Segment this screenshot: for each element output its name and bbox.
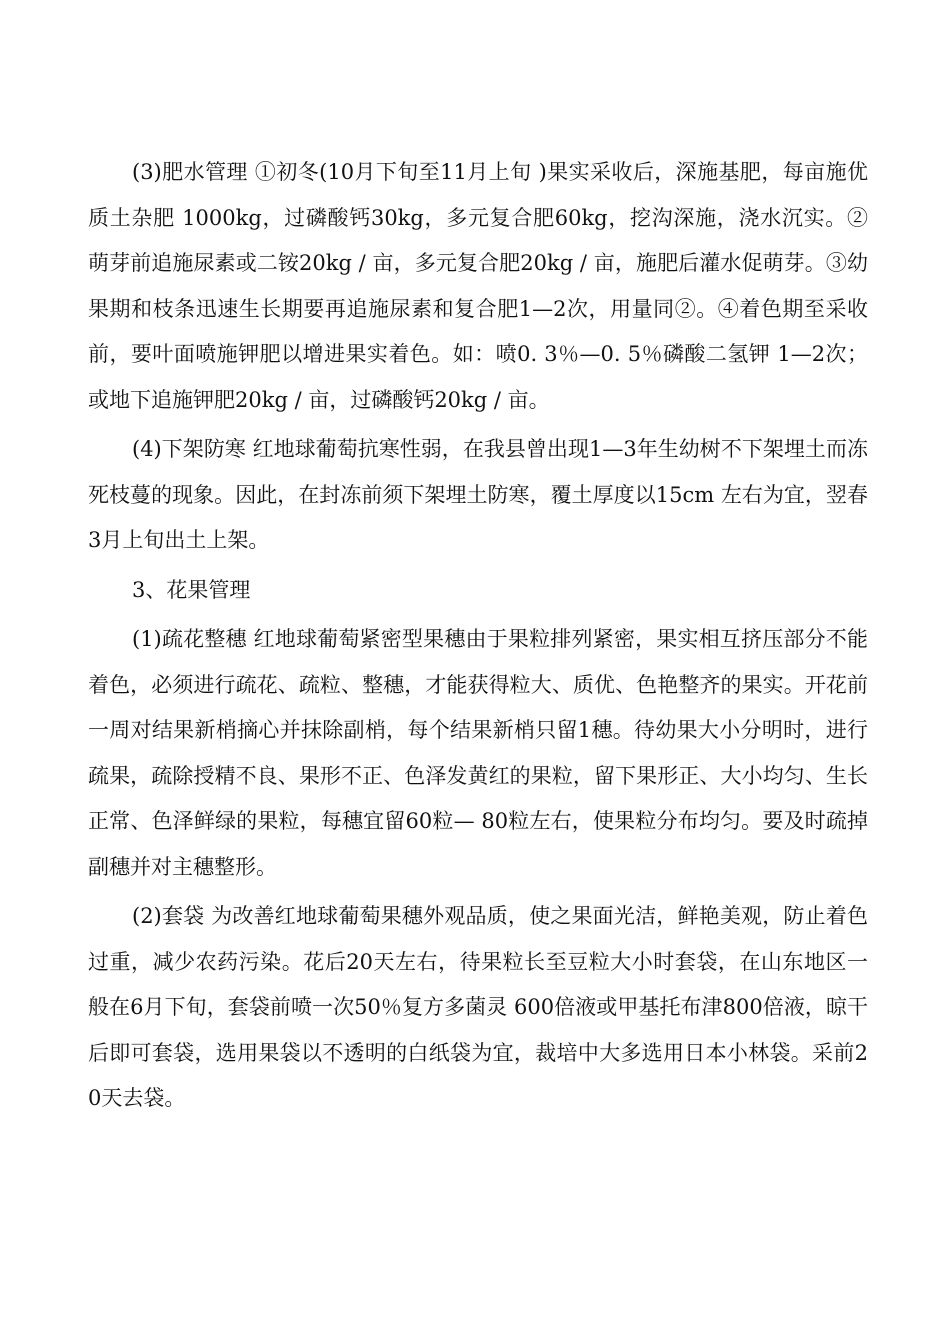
section-heading-flower-fruit-management: 3、花果管理 <box>132 577 251 602</box>
paragraph-cold-protection: (4)下架防寒 红地球葡萄抗寒性弱，在我县曾出现1—3年生幼树不下架埋土而冻死枝蔓的现象。因此，在封冻前须下架埋土防寒，覆土厚度以15cm 左右为宜，翌春3月上旬出土上架。 <box>88 437 868 552</box>
document-body <box>88 150 868 1126</box>
paragraph-thinning-cluster-shaping: (1)疏花整穗 红地球葡萄紧密型果穗由于果粒排列紧密，果实相互挤压部分不能着色，必须进行疏花、疏粒、整穗，才能获得粒大、质优、色艳整齐的果实。开花前一周对结果新梢摘心并抹除副梢，每个结果新梢只留1穗。待幼果大小分明时，进行疏果，疏除授精不良、果形不正、色泽发黄红的果粒，留下果形正、大小均匀、生长正常、色泽鲜绿的果粒，每穗宜留60粒— 80粒左右，使果粒分布均匀。要及时疏掉副穗并对主穗整形。 <box>88 627 868 879</box>
paragraph-bagging: (2)套袋 为改善红地球葡萄果穗外观品质，使之果面光洁，鲜艳美观，防止着色过重，减少农药污染。花后20天左右，待果粒长至豆粒大小时套袋，在山东地区一般在6月下旬，套袋前喷一次50％复方多菌灵 600倍液或甲基托布津800倍液，晾干后即可套袋，选用果袋以不透明的白纸袋为宜，裁培中大多选用日本小林袋。采前20天去袋。 <box>88 904 868 1110</box>
paragraph-fertilizer-water-management: (3)肥水管理 ①初冬(10月下旬至11月上旬 )果实采收后，深施基肥，每亩施优质土杂肥 1000kg，过磷酸钙30kg，多元复合肥60kg，挖沟深施，浇水沉实。②萌芽前追施尿素或二铵20kg / 亩，多元复合肥20kg / 亩，施肥后灌水促萌芽。③幼果期和枝条迅速生长期要再追施尿素和复合肥1—2次，用量同②。④着色期至采收前，要叶面喷施钾肥以增进果实着色。如：喷0. 3％—0. 5％磷酸二氢钾 1—2次；或地下追施钾肥20kg / 亩，过磷酸钙20kg / 亩。 <box>88 160 868 412</box>
